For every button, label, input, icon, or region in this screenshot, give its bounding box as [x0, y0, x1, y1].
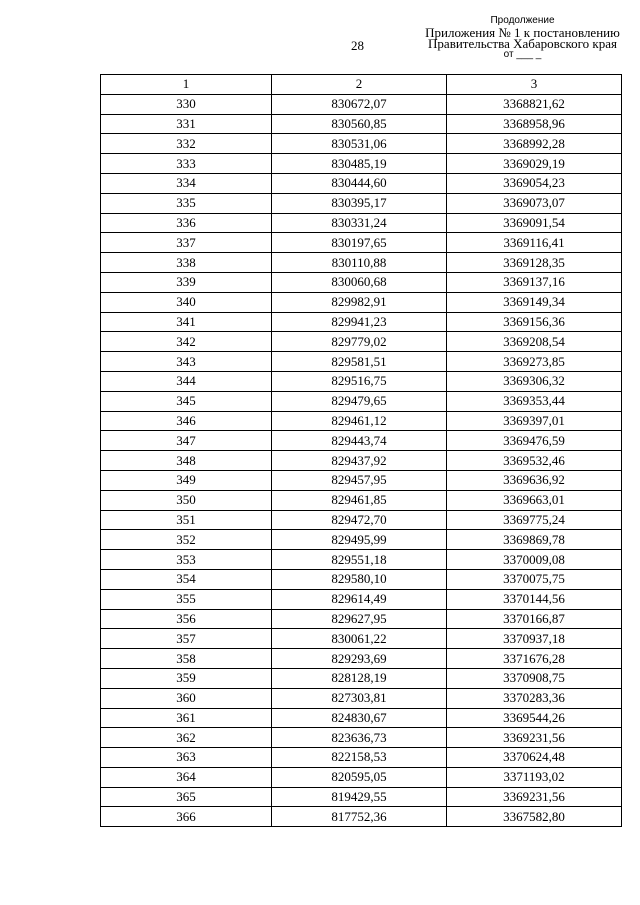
date-reference: от ___ _	[503, 49, 542, 60]
point-number-cell: 338	[101, 253, 272, 273]
x-coordinate-cell: 817752,36	[272, 807, 447, 827]
y-coordinate-cell: 3370937,18	[447, 629, 622, 649]
point-number-cell: 339	[101, 272, 272, 292]
point-number-cell: 355	[101, 589, 272, 609]
point-number-cell: 333	[101, 154, 272, 174]
x-coordinate-cell: 829627,95	[272, 609, 447, 629]
y-coordinate-cell: 3369091,54	[447, 213, 622, 233]
table-row	[101, 292, 622, 312]
x-coordinate-cell: 829457,95	[272, 470, 447, 490]
table-row	[101, 649, 622, 669]
point-number-cell: 349	[101, 470, 272, 490]
table-row	[101, 253, 622, 273]
point-number-cell: 352	[101, 530, 272, 550]
x-coordinate-cell: 822158,53	[272, 748, 447, 768]
y-coordinate-cell: 3369149,34	[447, 292, 622, 312]
table-row	[101, 688, 622, 708]
table-row	[101, 332, 622, 352]
y-coordinate-cell: 3370075,75	[447, 569, 622, 589]
table-row	[101, 787, 622, 807]
y-coordinate-cell: 3369156,36	[447, 312, 622, 332]
table-row	[101, 352, 622, 372]
y-coordinate-cell: 3369532,46	[447, 451, 622, 471]
x-coordinate-cell: 830395,17	[272, 193, 447, 213]
appendix-reference: Приложения № 1 к постановлению	[425, 25, 620, 40]
point-number-cell: 356	[101, 609, 272, 629]
x-coordinate-cell: 830060,68	[272, 272, 447, 292]
point-number-cell: 353	[101, 550, 272, 570]
appendix-header	[420, 15, 625, 61]
table-row	[101, 213, 622, 233]
y-coordinate-cell: 3370144,56	[447, 589, 622, 609]
continuation-label: Продолжение	[490, 15, 555, 26]
table-row	[101, 668, 622, 688]
column-header-x: 2	[272, 75, 447, 95]
column-header-y: 3	[447, 75, 622, 95]
y-coordinate-cell: 3368958,96	[447, 114, 622, 134]
table-row	[101, 233, 622, 253]
point-number-cell: 357	[101, 629, 272, 649]
x-coordinate-cell: 830061,22	[272, 629, 447, 649]
y-coordinate-cell: 3369116,41	[447, 233, 622, 253]
table-row	[101, 470, 622, 490]
y-coordinate-cell: 3369273,85	[447, 352, 622, 372]
table-row	[101, 510, 622, 530]
x-coordinate-cell: 830672,07	[272, 94, 447, 114]
x-coordinate-cell: 829779,02	[272, 332, 447, 352]
x-coordinate-cell: 830197,65	[272, 233, 447, 253]
y-coordinate-cell: 3369775,24	[447, 510, 622, 530]
x-coordinate-cell: 829479,65	[272, 391, 447, 411]
point-number-cell: 361	[101, 708, 272, 728]
x-coordinate-cell: 829461,85	[272, 490, 447, 510]
y-coordinate-cell: 3370908,75	[447, 668, 622, 688]
y-coordinate-cell: 3369397,01	[447, 411, 622, 431]
table-body	[101, 94, 622, 826]
point-number-cell: 345	[101, 391, 272, 411]
y-coordinate-cell: 3369054,23	[447, 173, 622, 193]
table-row	[101, 530, 622, 550]
point-number-cell: 337	[101, 233, 272, 253]
y-coordinate-cell: 3369231,56	[447, 728, 622, 748]
y-coordinate-cell: 3369869,78	[447, 530, 622, 550]
coordinates-table	[100, 74, 622, 827]
point-number-cell: 350	[101, 490, 272, 510]
y-coordinate-cell: 3369306,32	[447, 371, 622, 391]
point-number-cell: 347	[101, 431, 272, 451]
y-coordinate-cell: 3369544,26	[447, 708, 622, 728]
point-number-cell: 335	[101, 193, 272, 213]
x-coordinate-cell: 823636,73	[272, 728, 447, 748]
table-row	[101, 272, 622, 292]
x-coordinate-cell: 830110,88	[272, 253, 447, 273]
column-header-point: 1	[101, 75, 272, 95]
page-number: 28	[351, 38, 364, 53]
table-row	[101, 490, 622, 510]
y-coordinate-cell: 3370166,87	[447, 609, 622, 629]
x-coordinate-cell: 829580,10	[272, 569, 447, 589]
x-coordinate-cell: 829516,75	[272, 371, 447, 391]
x-coordinate-cell: 829581,51	[272, 352, 447, 372]
point-number-cell: 336	[101, 213, 272, 233]
x-coordinate-cell: 827303,81	[272, 688, 447, 708]
table-row	[101, 391, 622, 411]
point-number-cell: 343	[101, 352, 272, 372]
x-coordinate-cell: 829551,18	[272, 550, 447, 570]
x-coordinate-cell: 830444,60	[272, 173, 447, 193]
table-row	[101, 569, 622, 589]
point-number-cell: 360	[101, 688, 272, 708]
table-row	[101, 312, 622, 332]
table-row	[101, 173, 622, 193]
y-coordinate-cell: 3369353,44	[447, 391, 622, 411]
point-number-cell: 359	[101, 668, 272, 688]
table-row	[101, 411, 622, 431]
x-coordinate-cell: 820595,05	[272, 767, 447, 787]
point-number-cell: 342	[101, 332, 272, 352]
x-coordinate-cell: 819429,55	[272, 787, 447, 807]
table-header-row	[101, 75, 622, 95]
x-coordinate-cell: 829472,70	[272, 510, 447, 530]
table-row	[101, 451, 622, 471]
x-coordinate-cell: 830531,06	[272, 134, 447, 154]
table-row	[101, 431, 622, 451]
x-coordinate-cell: 829495,99	[272, 530, 447, 550]
x-coordinate-cell: 829982,91	[272, 292, 447, 312]
point-number-cell: 365	[101, 787, 272, 807]
y-coordinate-cell: 3371193,02	[447, 767, 622, 787]
table-row	[101, 589, 622, 609]
x-coordinate-cell: 830331,24	[272, 213, 447, 233]
point-number-cell: 362	[101, 728, 272, 748]
x-coordinate-cell: 829461,12	[272, 411, 447, 431]
table-row	[101, 154, 622, 174]
point-number-cell: 330	[101, 94, 272, 114]
y-coordinate-cell: 3369476,59	[447, 431, 622, 451]
y-coordinate-cell: 3370624,48	[447, 748, 622, 768]
x-coordinate-cell: 829437,92	[272, 451, 447, 471]
table-row	[101, 94, 622, 114]
y-coordinate-cell: 3369208,54	[447, 332, 622, 352]
table-row	[101, 550, 622, 570]
government-reference: Правительства Хабаровского края	[428, 36, 617, 51]
table-row	[101, 728, 622, 748]
point-number-cell: 332	[101, 134, 272, 154]
y-coordinate-cell: 3371676,28	[447, 649, 622, 669]
point-number-cell: 346	[101, 411, 272, 431]
x-coordinate-cell: 829293,69	[272, 649, 447, 669]
table-row	[101, 807, 622, 827]
x-coordinate-cell: 830485,19	[272, 154, 447, 174]
table-row	[101, 629, 622, 649]
x-coordinate-cell: 828128,19	[272, 668, 447, 688]
table-row	[101, 371, 622, 391]
point-number-cell: 363	[101, 748, 272, 768]
y-coordinate-cell: 3370283,36	[447, 688, 622, 708]
table-row	[101, 114, 622, 134]
y-coordinate-cell: 3369231,56	[447, 787, 622, 807]
point-number-cell: 334	[101, 173, 272, 193]
x-coordinate-cell: 829443,74	[272, 431, 447, 451]
table-row	[101, 748, 622, 768]
x-coordinate-cell: 829614,49	[272, 589, 447, 609]
y-coordinate-cell: 3367582,80	[447, 807, 622, 827]
y-coordinate-cell: 3369663,01	[447, 490, 622, 510]
table-row	[101, 767, 622, 787]
x-coordinate-cell: 830560,85	[272, 114, 447, 134]
point-number-cell: 341	[101, 312, 272, 332]
point-number-cell: 354	[101, 569, 272, 589]
y-coordinate-cell: 3369137,16	[447, 272, 622, 292]
point-number-cell: 331	[101, 114, 272, 134]
table-row	[101, 609, 622, 629]
point-number-cell: 364	[101, 767, 272, 787]
y-coordinate-cell: 3369073,07	[447, 193, 622, 213]
point-number-cell: 348	[101, 451, 272, 471]
x-coordinate-cell: 829941,23	[272, 312, 447, 332]
y-coordinate-cell: 3370009,08	[447, 550, 622, 570]
point-number-cell: 366	[101, 807, 272, 827]
point-number-cell: 358	[101, 649, 272, 669]
y-coordinate-cell: 3368821,62	[447, 94, 622, 114]
y-coordinate-cell: 3368992,28	[447, 134, 622, 154]
x-coordinate-cell: 824830,67	[272, 708, 447, 728]
point-number-cell: 351	[101, 510, 272, 530]
table-row	[101, 708, 622, 728]
point-number-cell: 344	[101, 371, 272, 391]
y-coordinate-cell: 3369128,35	[447, 253, 622, 273]
table-row	[101, 134, 622, 154]
y-coordinate-cell: 3369636,92	[447, 470, 622, 490]
y-coordinate-cell: 3369029,19	[447, 154, 622, 174]
table-row	[101, 193, 622, 213]
point-number-cell: 340	[101, 292, 272, 312]
